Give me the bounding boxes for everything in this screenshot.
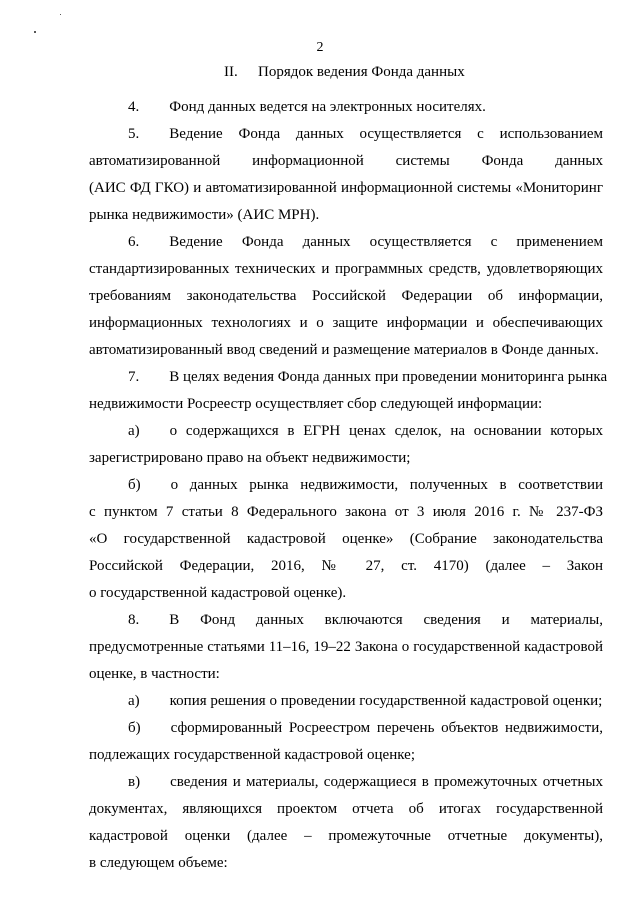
paragraph-6-line: автоматизированный ввод сведений и размещение материалов в Фонде данных.	[89, 342, 599, 358]
item-8b-line: б) сформированный Росреестром перечень объектов недвижимости,	[128, 720, 603, 736]
paragraph-4-line: 4. Фонд данных ведется на электронных носителях.	[128, 99, 486, 115]
item-b-line: с пунктом 7 статьи 8 Федерального закона от 3 июля 2016 г. № 237-ФЗ	[89, 504, 603, 520]
item-8a-line: а) копия решения о проведении государственной кадастровой оценки;	[128, 693, 603, 709]
paragraph-5-line: (АИС ФД ГКО) и автоматизированной информационной системы «Мониторинг	[89, 180, 603, 196]
item-b-line: б) о данных рынка недвижимости, полученных в соответствии	[128, 477, 603, 493]
item-8v-line: кадастровой оценки (далее – промежуточные отчетные документы),	[89, 828, 603, 844]
item-8v-line: документах, являющихся проектом отчета об итогах государственной	[89, 801, 603, 817]
page-number: 2	[316, 40, 324, 55]
item-b-line: Российской Федерации, 2016, № 27, ст. 4170) (далее – Закон	[89, 558, 603, 574]
paragraph-6-line: требованиям законодательства Российской Федерации об информации,	[89, 288, 603, 304]
paragraph-5-line: 5. Ведение Фонда данных осуществляется с использованием	[128, 126, 603, 142]
item-8v-line: в) сведения и материалы, содержащиеся в промежуточных отчетных	[128, 774, 603, 790]
paragraph-8-line: предусмотренные статьями 11–16, 19–22 Закона о государственной кадастровой	[89, 639, 603, 655]
section-title	[224, 64, 465, 81]
scan-speck	[60, 14, 61, 15]
paragraph-7-line: недвижимости Росреестр осуществляет сбор следующей информации:	[89, 396, 543, 412]
item-a-line: зарегистрировано право на объект недвижимости;	[89, 450, 411, 466]
item-b-line: о государственной кадастровой оценке).	[89, 585, 347, 601]
paragraph-6-line: стандартизированных технических и программных средств, удовлетворяющих	[89, 261, 603, 277]
paragraph-6-line: информационных технологиях и о защите информации и обеспечивающих	[89, 315, 603, 331]
paragraph-6-line: 6. Ведение Фонда данных осуществляется с применением	[128, 234, 603, 250]
item-a-line: а) о содержащихся в ЕГРН ценах сделок, на основании которых	[128, 423, 603, 439]
item-8v-line: в следующем объеме:	[89, 855, 228, 871]
section-number: II.	[224, 64, 238, 80]
item-8b-line: подлежащих государственной кадастровой оценке;	[89, 747, 415, 763]
scan-speck	[34, 31, 36, 33]
section-title-text: Порядок ведения Фонда данных	[258, 64, 465, 80]
paragraph-5-line: рынка недвижимости» (АИС МРН).	[89, 207, 320, 223]
item-b-line: «О государственной кадастровой оценке» (Собрание законодательства	[89, 531, 603, 547]
paragraph-8-line: 8. В Фонд данных включаются сведения и материалы,	[128, 612, 603, 628]
paragraph-5-line: автоматизированной информационной системы Фонда данных	[89, 153, 603, 169]
paragraph-7-line: 7. В целях ведения Фонда данных при проведении мониторинга рынка	[128, 369, 608, 385]
paragraph-8-line: оценке, в частности:	[89, 666, 220, 682]
